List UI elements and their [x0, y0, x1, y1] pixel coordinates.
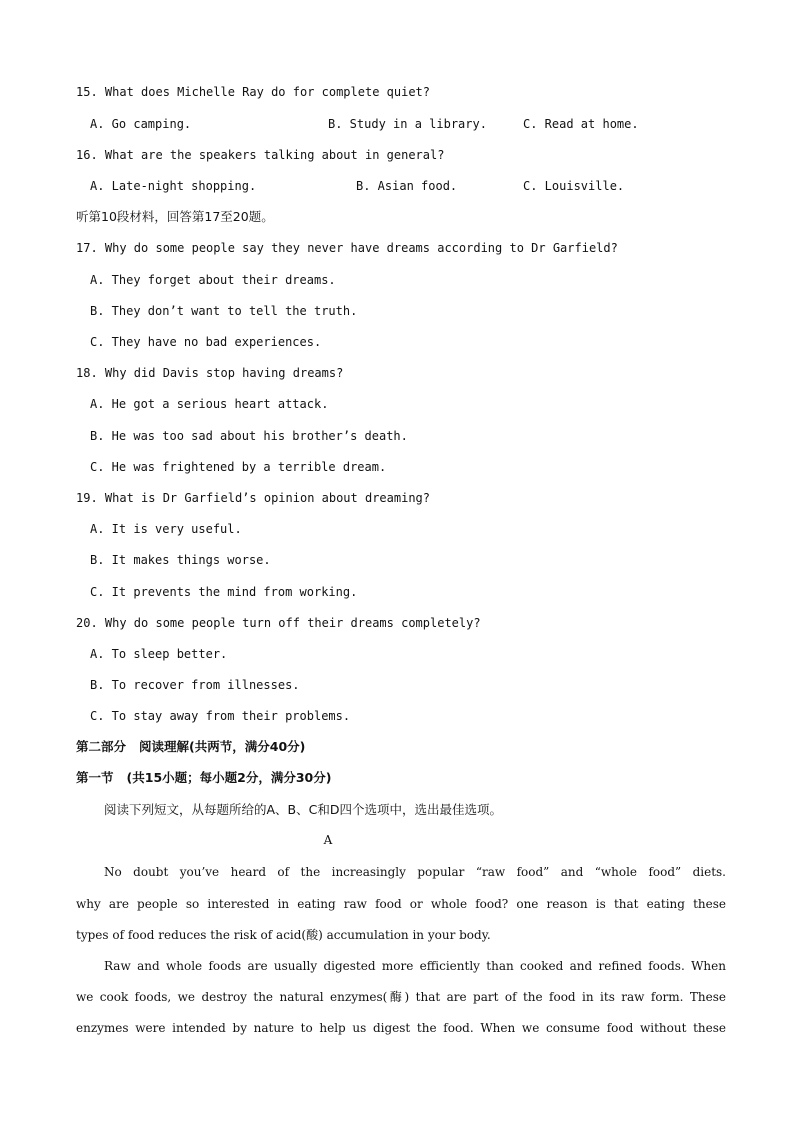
q17-option-a: A. They forget about their dreams. [90, 273, 336, 287]
q16-option-a: A. Late-night shopping. [90, 179, 257, 193]
passage-label: A [323, 833, 333, 847]
q18-option-a: A. He got a serious heart attack. [90, 397, 329, 411]
question-19: 19. What is Dr Garfield’s opinion about dreaming? [76, 491, 431, 505]
q18-option-b: B. He was too sad about his brother’s death. [90, 429, 408, 443]
question-17: 17. Why do some people say they never have dreams according to Dr Garfield? [76, 241, 618, 255]
question-20: 20. Why do some people turn off their dreams completely? [76, 616, 481, 630]
q15-option-c: C. Read at home. [523, 117, 639, 131]
passage-line-2: why are people so interested in eating raw food or whole food? one reason is that eating these [76, 897, 726, 911]
question-15: 15. What does Michelle Ray do for complete quiet? [76, 85, 431, 99]
passage-line-6: enzymes were intended by nature to help us digest the food. When we consume food without these [76, 1021, 726, 1035]
q20-option-b: B. To recover from illnesses. [90, 678, 300, 692]
q18-option-c: C. He was frightened by a terrible dream. [90, 460, 387, 474]
section-1-title: 第一节 (共15小题；每小题2分，满分30分) [76, 770, 332, 785]
question-18: 18. Why did Davis stop having dreams? [76, 366, 344, 380]
part-2-title: 第二部分 阅读理解(共两节，满分40分) [76, 739, 306, 754]
q19-option-b: B. It makes things worse. [90, 553, 271, 567]
passage-line-3: types of food reduces the risk of acid(酸) accumulation in your body. [76, 928, 491, 942]
q19-option-a: A. It is very useful. [90, 522, 242, 536]
q20-option-a: A. To sleep better. [90, 647, 228, 661]
passage-line-4: Raw and whole foods are usually digested more efficiently than cooked and refined foods. When [104, 959, 726, 973]
question-16: 16. What are the speakers talking about in general? [76, 148, 445, 162]
q15-option-b: B. Study in a library. [328, 117, 487, 131]
q17-option-b: B. They don’t want to tell the truth. [90, 304, 358, 318]
q19-option-c: C. It prevents the mind from working. [90, 585, 358, 599]
q15-option-a: A. Go camping. [90, 117, 192, 131]
q17-option-c: C. They have no bad experiences. [90, 335, 322, 349]
q16-option-c: C. Louisville. [523, 179, 625, 193]
passage-line-1: No doubt you’ve heard of the increasingly popular “raw food” and “whole food” diets. [104, 865, 726, 879]
reading-instructions: 阅读下列短文，从每题所给的A、B、C和D四个选项中，选出最佳选项。 [104, 802, 502, 817]
q16-option-b: B. Asian food. [356, 179, 458, 193]
section-10-instruction: 听第10段材料，回答第17至20题。 [76, 209, 274, 224]
q20-option-c: C. To stay away from their problems. [90, 709, 351, 723]
passage-line-5: we cook foods, we destroy the natural enzymes(酶) that are part of the food in its raw form. These [76, 990, 726, 1004]
